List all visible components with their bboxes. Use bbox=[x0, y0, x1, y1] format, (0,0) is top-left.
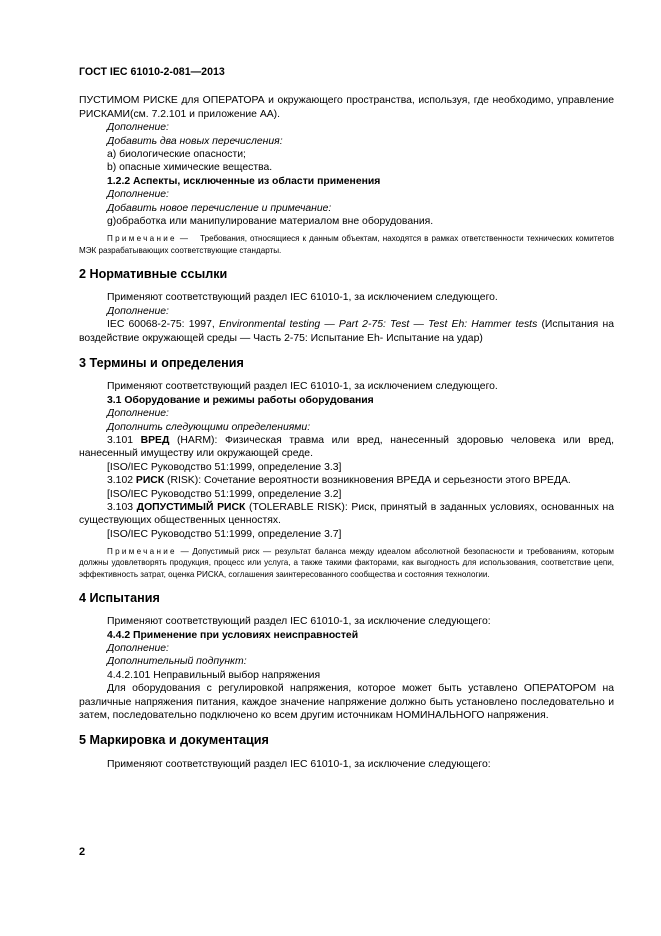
document-header: ГОСТ IEC 61010-2-081—2013 bbox=[79, 66, 225, 78]
note-text: Требования, относящиеся к данным объектам, находятся в рамках ответственности технических комитетов МЭК разрабатывающих соответствующие стандарты. bbox=[79, 234, 614, 255]
section-heading: 4 Испытания bbox=[79, 590, 160, 605]
addition-label: Дополнение: bbox=[107, 643, 169, 655]
reference-id: IEC 60068-2-75: 1997, bbox=[107, 319, 219, 331]
reference-translation: (Испытания на воздействие окружающей среды — Часть 2-75: Испытание Eh- Испытание на удар) bbox=[79, 319, 614, 344]
note-text: — Допустимый риск — результат баланса между идеалом абсолютной безопасности и требованиям, которым должны удовлетворять продукция, процесс или услуга, а также такими факторами, как выгодность для использования, соответствие цепи, эффективность затрат, оценка РИСКА, соглашения заинтересованного сообщества и состояния технологии. bbox=[79, 547, 614, 579]
definition-text: (TOLERABLE RISK): Риск, принятый в заданных условиях, основанных на существующих общественных ценностях. bbox=[79, 501, 614, 527]
page-content bbox=[79, 66, 614, 771]
reference-title: Environmental testing — Part 2-75: Test — Test Eh: Hammer tests bbox=[218, 319, 538, 331]
list-item-a: a) биологические опасности; bbox=[107, 149, 246, 161]
addition-instruction: Добавить два новых перечисления: bbox=[107, 135, 283, 147]
definition-source: [ISO/IEC Руководство 51:1999, определение 3.3] bbox=[107, 461, 342, 473]
section-heading: 3 Термины и определения bbox=[79, 355, 244, 370]
note-dash: — bbox=[179, 234, 188, 244]
note-paragraph bbox=[79, 233, 614, 255]
subsection-heading: 1.2.2 Аспекты, исключенные из области применения bbox=[107, 175, 381, 187]
continued-paragraph: ПУСТИМОМ РИСКЕ для ОПЕРАТОРА и окружающего пространства, используя, где необходимо, управление РИСКАМИ(см. 7.2.101 и приложение АА). bbox=[79, 95, 614, 120]
section-heading: 5 Маркировка и документация bbox=[79, 733, 269, 748]
section-intro: Применяют соответствующий раздел IEC 61010-1, за исключением следующего. bbox=[107, 381, 498, 393]
definition-number: 3.101 bbox=[107, 434, 141, 446]
addition-instruction: Добавить новое перечисление и примечание: bbox=[107, 202, 332, 214]
addition-label: Дополнение: bbox=[107, 189, 169, 201]
reference-entry bbox=[79, 318, 614, 345]
section-heading: 2 Нормативные ссылки bbox=[79, 266, 228, 281]
addition-instruction: Дополнить следующими определениями: bbox=[107, 421, 311, 433]
note-paragraph bbox=[79, 546, 614, 580]
subsection-heading: 3.1 Оборудование и режимы работы оборудования bbox=[107, 394, 374, 406]
section-intro: Применяют соответствующий раздел IEC 61010-1, за исключение следующего: bbox=[107, 758, 491, 770]
addition-label: Дополнение: bbox=[107, 408, 169, 420]
definition-term: РИСК bbox=[135, 475, 165, 487]
addition-label: Дополнение: bbox=[107, 305, 169, 317]
definition-risk bbox=[79, 474, 614, 487]
addition-label: Дополнение: bbox=[107, 122, 169, 134]
subclause-title: 4.4.2.101 Неправильный выбор напряжения bbox=[107, 669, 321, 681]
definition-term: ДОПУСТИМЫЙ РИСК bbox=[136, 501, 246, 513]
note-label: Примечание bbox=[107, 234, 177, 244]
section-intro: Применяют соответствующий раздел IEC 61010-1, за исключением следующего. bbox=[107, 292, 498, 304]
definition-number: 3.103 bbox=[107, 501, 137, 513]
definition-number: 3.102 bbox=[107, 475, 136, 487]
section-intro: Применяют соответствующий раздел IEC 61010-1, за исключение следующего: bbox=[107, 616, 491, 628]
definition-term: ВРЕД bbox=[140, 434, 170, 446]
subsection-heading: 4.4.2 Применение при условиях неисправностей bbox=[107, 629, 359, 641]
definition-tolerable-risk bbox=[79, 501, 614, 528]
list-item-g: g)обработка или манипулирование материалом вне оборудования. bbox=[107, 216, 434, 228]
definition-harm bbox=[79, 434, 614, 461]
addition-instruction: Дополнительный подпункт: bbox=[107, 656, 247, 668]
definition-source: [ISO/IEC Руководство 51:1999, определение 3.7] bbox=[107, 528, 342, 540]
body-paragraph: Для оборудования с регулировкой напряжения, которое может быть уставлено ОПЕРАТОРОМ на различные напряжения питания, каждое значение напряжение должно быть установлено последовательно и затем, последовательно подключено ко всем другим источникам НОМИНАЛЬНОГО напряжения. bbox=[79, 683, 614, 722]
definition-text: (RISK): Сочетание вероятности возникновения ВРЕДА и серьезности этого ВРЕДА. bbox=[164, 475, 571, 487]
definition-source: [ISO/IEC Руководство 51:1999, определение 3.2] bbox=[107, 488, 342, 500]
page-number: 2 bbox=[79, 846, 86, 858]
definition-text: (HARM): Физическая травма или вред, нанесенный здоровью человека или вред, нанесенный имуществу или окружающей среде. bbox=[79, 434, 614, 460]
note-label: Примечание bbox=[107, 547, 177, 557]
list-item-b: b) опасные химические вещества. bbox=[107, 162, 273, 174]
